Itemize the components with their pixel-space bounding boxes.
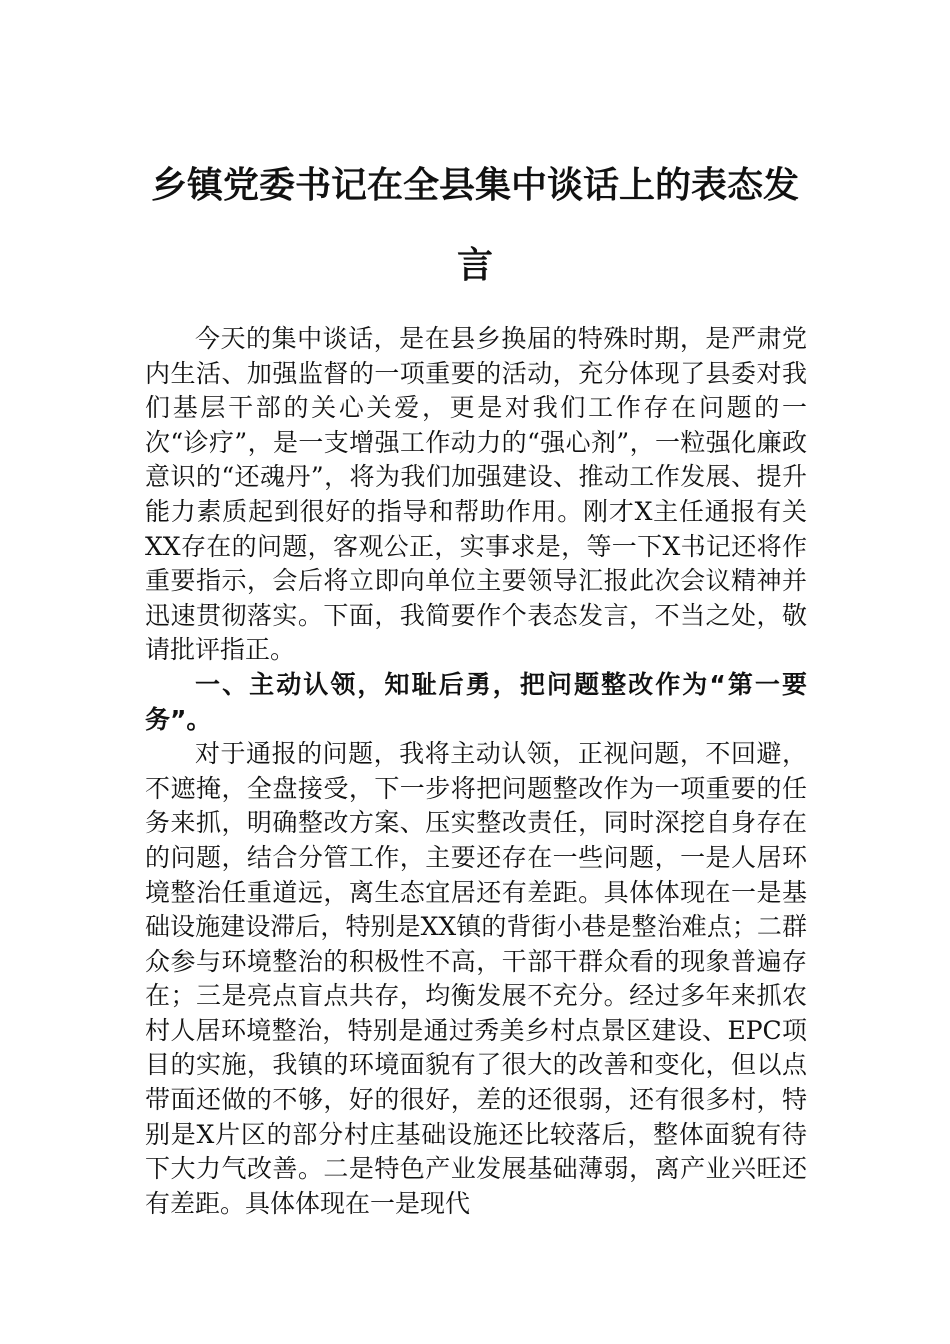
document-title: 乡镇党委书记在全县集中谈话上的表态发言 — [150, 164, 799, 286]
paragraph-section-1: 对于通报的问题，我将主动认领，正视问题，不回避，不遮掩，全盘接受，下一步将把问题整改作为一项重要的任务来抓，明确整改方案、压实整改责任，同时深挖自身存在的问题，结合分管工作，主要还存在一些问题，一是人居环境整治任重道远，离生态宜居还有差距。具体体现在一是基础设施建设滞后，特别是XX镇的背街小巷是整治难点；二群众参与环境整治的积极性不高，干部干群众看的现象普遍存在；三是亮点盲点共存，均衡发展不充分。经过多年来抓农村人居环境整治，特别是通过秀美乡村点景区建设、EPC项目的实施，我镇的环境面貌有了很大的改善和变化，但以点带面还做的不够，好的很好，差的还很弱，还有很多村，特别是X片区的部分村庄基础设施还比较落后，整体面貌有待下大力气改善。二是特色产业发展基础薄弱，离产业兴旺还有差距。具体体现在一是现代 — [145, 739, 807, 1218]
paragraph-intro: 今天的集中谈话，是在县乡换届的特殊时期，是严肃党内生活、加强监督的一项重要的活动，充分体现了县委对我们基层干部的关心关爱，更是对我们工作存在问题的一次“诊疗”，是一支增强工作动力的“强心剂”，一粒强化廉政意识的“还魂丹”，将为我们加强建设、推动工作发展、提升能力素质起到很好的指导和帮助作用。刚才X主任通报有关XX存在的问题，客观公正，实事求是，等一下X书记还将作重要指示，会后将立即向单位主要领导汇报此次会议精神并迅速贯彻落实。下面，我简要作个表态发言，不当之处，敬请批评指正。 — [145, 324, 807, 665]
section-heading-1: 一、主动认领，知耻后勇，把问题整改作为“第一要务”。 — [145, 669, 807, 734]
document-body — [145, 322, 807, 1221]
